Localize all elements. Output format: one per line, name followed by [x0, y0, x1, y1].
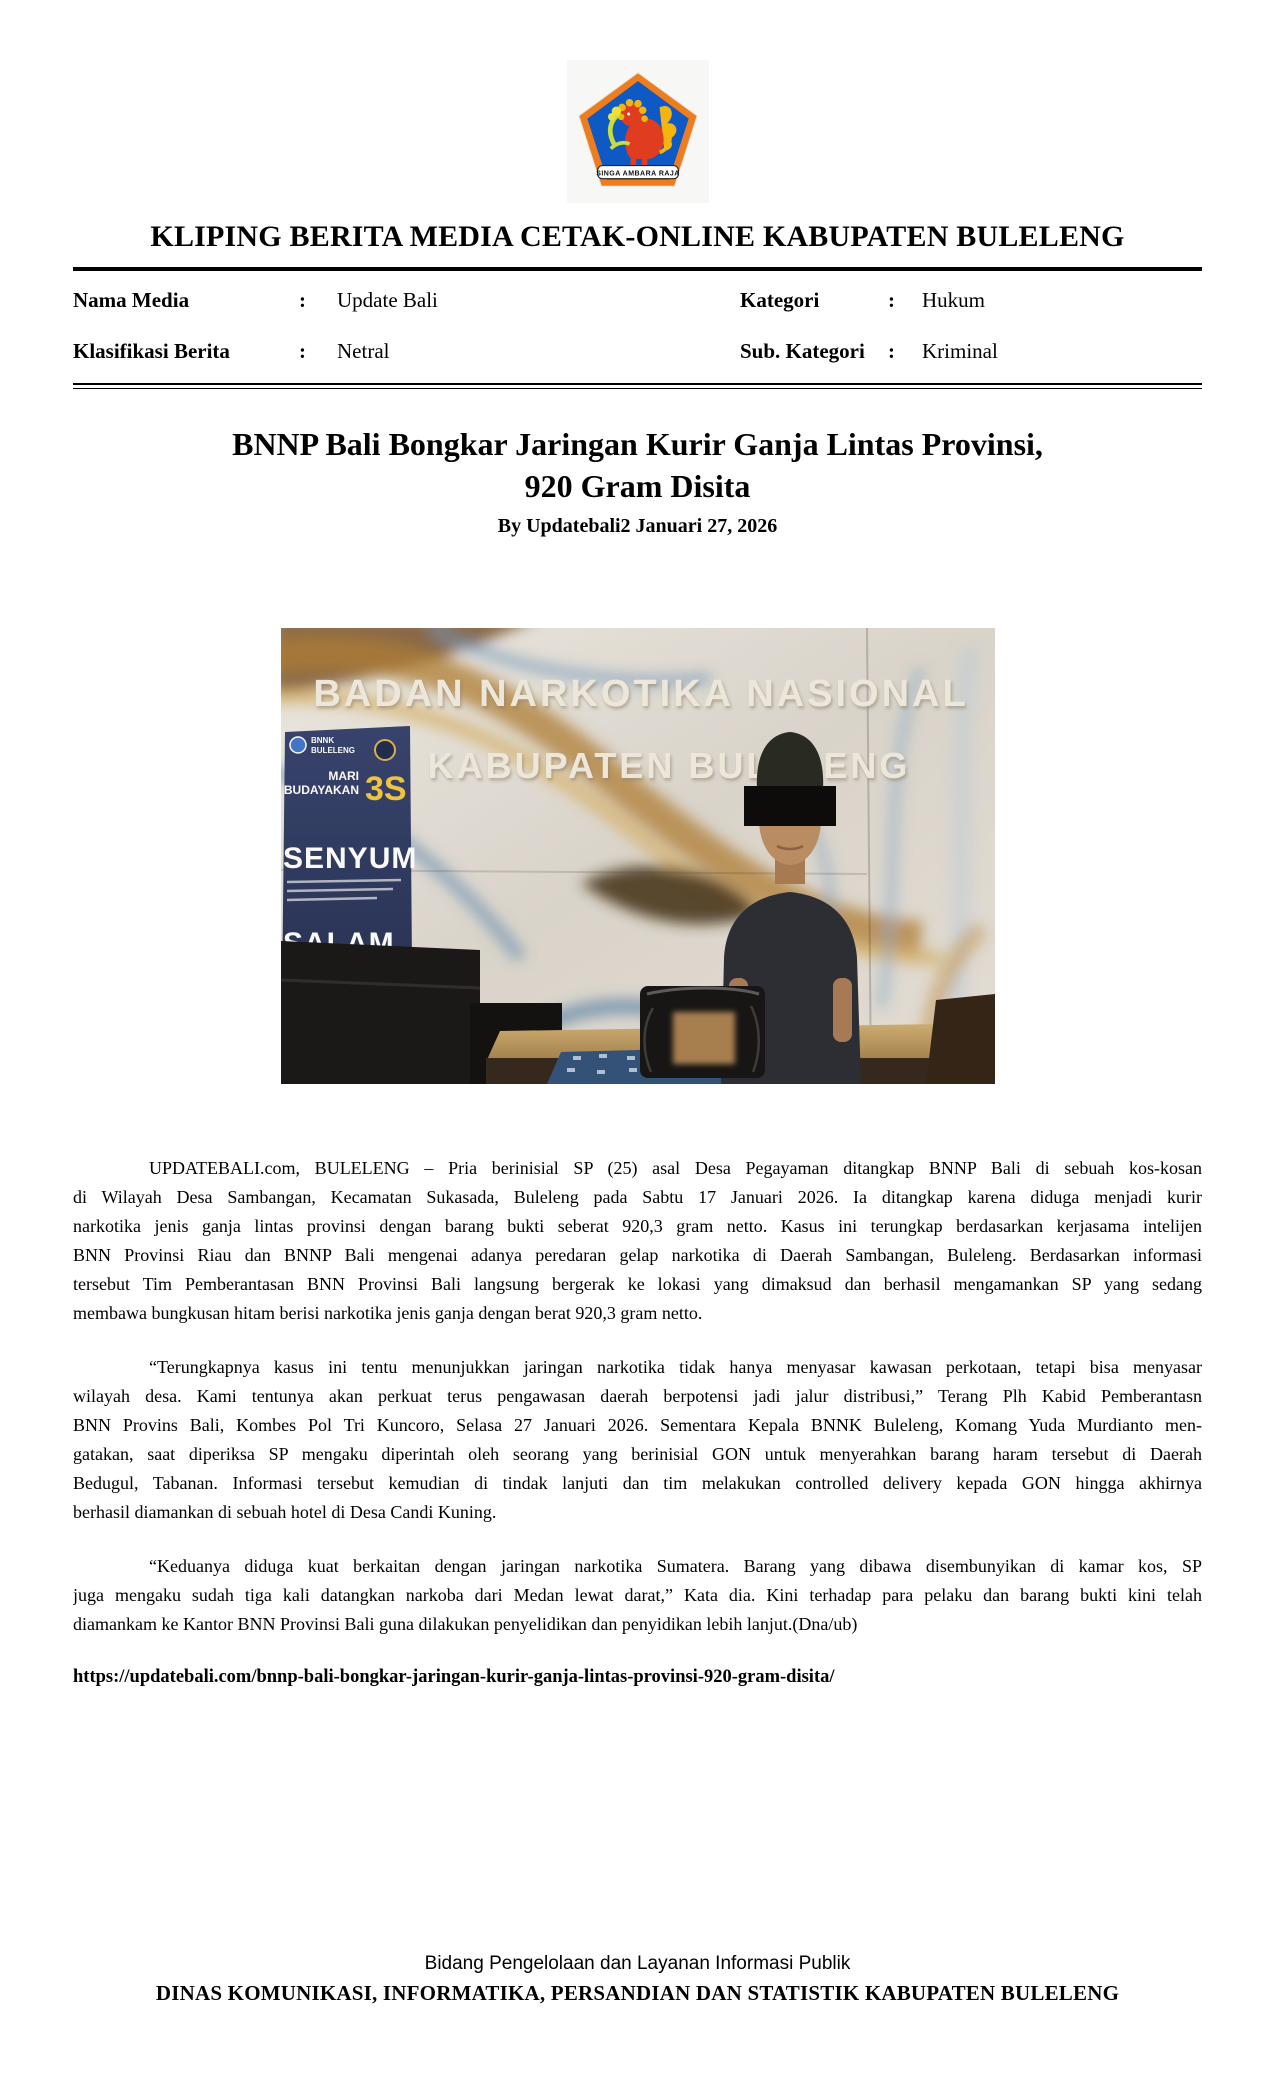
- footer-agency: DINAS KOMUNIKASI, INFORMATIKA, PERSANDIAN DAN STATISTIK KABUPATEN BULELENG: [155, 1981, 1120, 2005]
- buleleng-crest-logo: [567, 60, 709, 203]
- photo-illustration: [281, 628, 995, 1084]
- kategori-label: Kategori: [740, 288, 820, 312]
- article-paragraph: [73, 1552, 1202, 1639]
- klasifikasi-separator: :: [299, 339, 306, 363]
- article-paragraph: [73, 1154, 1202, 1328]
- article-title-line1: BNNP Bali Bongkar Jaringan Kurir Ganja Lintas Provinsi,: [232, 426, 1043, 462]
- article-photo-area: [0, 628, 1275, 1084]
- paragraph-line: “Terungkapnya kasus ini tentu menunjukkan jaringan narkotika tidak hanya menyasar kawasan perkotaan, tetapi bisa menyasar: [149, 1357, 1202, 1377]
- metadata-right-column: [740, 285, 1202, 367]
- nama-media-value: Update Bali: [337, 288, 438, 312]
- paragraph-line: “Keduanya diduga kuat berkaitan dengan jaringan narkotika Sumatera. Barang yang dibawa disembunyikan di kamar kos, SP: [149, 1556, 1202, 1576]
- nama-media-separator: :: [299, 288, 306, 312]
- paragraph-line: membawa bungkusan hitam berisi narkotika jenis ganja dengan berat 920,3 gram netto.: [73, 1303, 703, 1323]
- nama-media-label: Nama Media: [73, 288, 190, 312]
- logo-area: [0, 0, 1275, 203]
- source-url-link[interactable]: https://updatebali.com/bnnp-bali-bongkar-jaringan-kurir-ganja-lintas-provinsi-920-gram-disita/: [73, 1667, 835, 1687]
- klasifikasi-label: Klasifikasi Berita: [73, 339, 230, 363]
- paragraph-line: berhasil diamankan di sebuah hotel di Desa Candi Kuning.: [73, 1502, 497, 1522]
- metadata-rule: [73, 383, 1202, 389]
- sub-kategori-label: Sub. Kategori: [740, 339, 865, 363]
- paragraph-line: BNN Provinsi Riau dan BNNP Bali mengenai adanya peredaran gelap narkotika di Daerah Sambangan, Buleleng. Berdasarkan informasi: [73, 1245, 1202, 1265]
- footer-department: Bidang Pengelolaan dan Layanan Informasi Publik: [424, 1953, 851, 1974]
- page-footer: [0, 1950, 1275, 2010]
- buleleng-crest-icon: [577, 66, 699, 192]
- crest-motto-text: SINGA AMBARA RAJA: [595, 170, 680, 178]
- article-photo: [281, 628, 995, 1084]
- paragraph-line: UPDATEBALI.com, BULELENG – Pria berinisial SP (25) asal Desa Pegayaman ditangkap BNNP Bali di sebuah kos-kosan: [149, 1158, 1202, 1178]
- paragraph-line: juga mengaku sudah tiga kali datangkan narkoba dari Medan lewat darat,” Kata dia. Kini terhadap para pelaku dan barang bukti kini telah: [73, 1585, 1202, 1605]
- article-byline: By Updatebali2 Januari 27, 2026: [497, 515, 778, 537]
- article-title: [90, 423, 1185, 507]
- article-body: [73, 1154, 1202, 1639]
- paragraph-line: diamankam ke Kantor BNN Provinsi Bali guna dilakukan penyelidikan dan penyidikan lebih lanjut.(Dna/ub): [73, 1614, 858, 1634]
- paragraph-line: BNN Provins Bali, Kombes Pol Tri Kuncoro, Selasa 27 Januari 2026. Sementara Kepala BNNK Buleleng, Komang Yuda Murdianto men-: [73, 1415, 1202, 1435]
- paragraph-line: Bedugul, Tabanan. Informasi tersebut kemudian di tindak lanjuti dan tim melakukan controlled delivery kepada GON hingga akhirnya: [73, 1473, 1202, 1493]
- article-title-line2: 920 Gram Disita: [524, 468, 751, 504]
- sub-kategori-separator: :: [888, 339, 895, 363]
- metadata-left-column: [73, 285, 740, 367]
- paragraph-line: wilayah desa. Kami tentunya akan perkuat terus pengawasan daerah berpotensi jadi jalur distribusi,” Terang Plh Kabid Pemberantasn: [73, 1386, 1202, 1406]
- article-paragraph: [73, 1353, 1202, 1527]
- photo-tone-overlay: [281, 628, 995, 1084]
- klasifikasi-value: Netral: [337, 339, 390, 363]
- paragraph-line: di Wilayah Desa Sambangan, Kecamatan Sukasada, Buleleng pada Sabtu 17 Januari 2026. Ia ditangkap karena diduga menjadi kurir: [73, 1187, 1202, 1207]
- page-title: KLIPING BERITA MEDIA CETAK-ONLINE KABUPATEN BULELENG: [150, 220, 1125, 253]
- metadata-block: [73, 271, 1202, 383]
- paragraph-line: narkotika jenis ganja lintas provinsi dengan barang bukti seberat 920,3 gram netto. Kasus ini terungkap berdasarkan kerjasama intelijen: [73, 1216, 1202, 1236]
- kategori-value: Hukum: [922, 288, 985, 312]
- sub-kategori-value: Kriminal: [922, 339, 998, 363]
- paragraph-line: tersebut Tim Pemberantasan BNN Provinsi Bali langsung bergerak ke lokasi yang dimaksud dan berhasil mengamankan SP yang sedang: [73, 1274, 1202, 1294]
- kategori-separator: :: [888, 288, 895, 312]
- paragraph-line: gatakan, saat diperiksa SP mengaku diperintah oleh seorang yang berinisial GON untuk menyerahkan barang haram tersebut di Daerah: [73, 1444, 1202, 1464]
